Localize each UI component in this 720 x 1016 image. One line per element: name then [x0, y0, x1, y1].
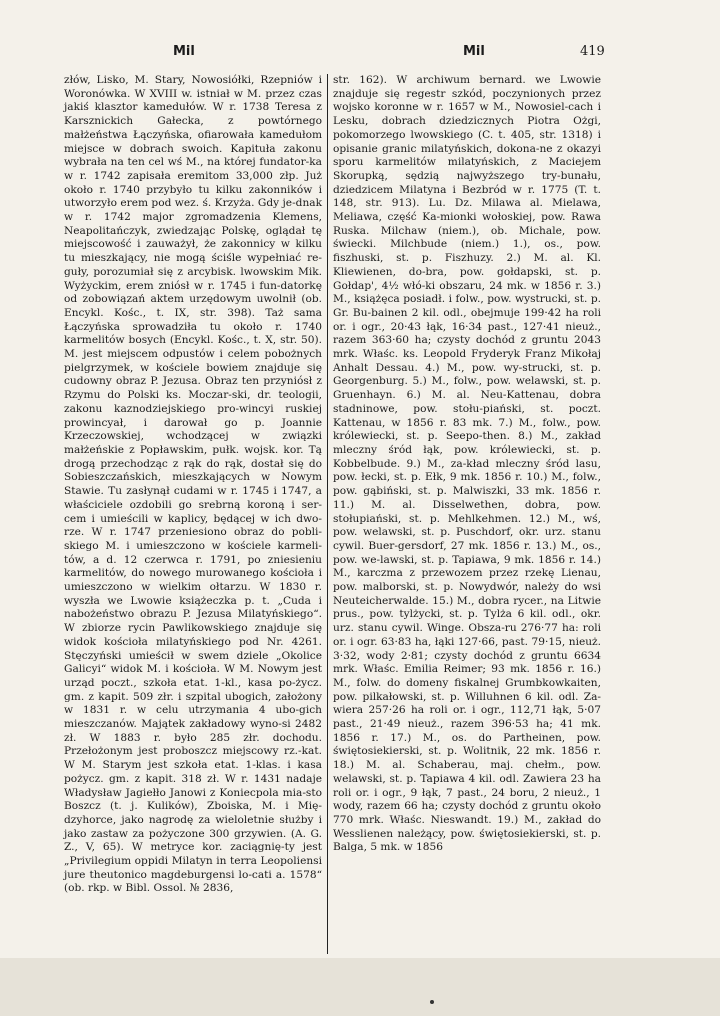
running-head-left: Mil [173, 44, 195, 59]
running-head-right: Mil [463, 44, 485, 59]
page-number: 419 [580, 44, 605, 59]
left-column-text: złów, Lisko, M. Stary, Nowosiółki, Rzepniów i Woronówka. W XVIII w. istniał w M. przez czas jakiś klasztor kamedułów. W r. 1738 Teresa z Karsznickich Gałecka, z powtórnego małżeństwa Łączyńska, ofiarowała kamedułom miejsce w dobrach swoich. Kapituła zakonu wybrała na ten cel wś M., na której fundator-ka w r. 1742 zapisała eremitom 33,000 złp. Już około r. 1740 przybyło tu kilku zakonników i utworzyło erem pod wez. ś. Krzyża. Gdy je-dnak w r. 1742 major zgromadzenia Klemens, Neapolitańczyk, zwiedzając Polskę, oglądał tę miejscowość i zauważył, że zakonnicy w kilku tu mieszkający, nie mogą ściśle wypełniać re-guły, porozumiał się z arcybisk. lwowskim Mik. Wyżyckim, erem zniósł w r. 1745 i fun-datorkę od zobowiązań aktem urzędowym uwolnił (ob. Encykl. Kośc., t. IX, str. 398). Taż sama Łączyńska sprowadziła tu około r. 1740 karmelitów bosych (Encykl. Kośc., t. X, str. 50). M. jest miejscem odpustów i celem pobożnych pielgrzymek, w kościele bowiem znajduje się cudowny obraz P. Jezusa. Obraz ten przyniósł z Rzymu do Polski ks. Moczar-ski, dr. teologii, zakonu kaznodziejskiego pro-wincyi ruskiej prowincyał, i darował go p. Joannie Krzeczowskiej, wchodzącej w związki małżeńskie z Popławskim, pułk. wojsk. kor. Tą drogą przechodząc z rąk do rąk, dostał się do Sobieszczańskich, mieszkających w Nowym Stawie. Tu zasłynął cudami w r. 1745 i 1747, a właściciele ozdobili go srebrną koroną i ser-cem i umieścili w kaplicy, będącej w ich dwo-rze. W r. 1747 przeniesiono obraz do pobli-skiego M. i umieszczono w kościele karmeli-tów, a d. 12 czerwca r. 1791, po zniesieniu karmelitów, do nowego murowanego kościoła i umieszczono w wielkim ołtarzu. W 1830 r. wyszła we Lwowie książeczka p. t. „Cuda i nabożeństwo obrazu P. Jezusa Milatyńskiego“. W zbiorze rycin Pawlikowskiego znajduje się widok kościoła milatyńskiego pod Nr. 4261. Stęczyński umieścił w swem dziele „Okolice Galicyi“ widok M. i kościoła. W M. Nowym jest urząd poczt., szkoła etat. 1-kl., kasa po-życz. gm. z kapit. 509 złr. i szpital ubogich, założony w 1831 r. w celu utrzymania 4 ubo-gich mieszczanów. Majątek zakładowy wyno-si 2482 zł. W 1883 r. było 285 złr. dochodu. Przełożonym jest proboszcz miejscowy rz.-kat. W M. Starym jest szkoła etat. 1-klas. i kasa pożycz. gm. z kapit. 318 zł. W r. 1431 nadaje Władysław Jagiełło Janowi z Koniecpola mia-sto Boszcz (t. j. Kulików), Zboiska, M. i Mię-dzyhorce, jako nagrodę za wieloletnie służby i jako zastaw za pożyczone 300 grzywien. (A. G. Z., V, 65). W metryce kor. zaciągnię-ty jest „Privilegium oppidi Milatyn in terra Leopoliensi jure theutonico magdeburgensi lo-cati a. 1578“ (ob. rkp. w Bibl. Ossol. № 2836, [64, 74, 322, 895]
scan-bottom-margin [0, 958, 720, 1016]
page-header [0, 44, 720, 68]
right-column-text: str. 162). W archiwum bernard. we Lwowie znajduje się regestr szkód, poczynionych przez wojsko koronne w r. 1657 w M., Nowosiel-cach i Lesku, dobrach dziedzicznych Piotra Ożgi, pokomorzego lwowskiego (C. t. 405, str. 1318) i opisanie granic milatyńskich, dokona-ne z okazyi sporu karmelitów milatyńskich, z Maciejem Skorupką, sędzią najwyższego try-bunału, dziedzicem Milatyna i Bezbród w r. 1775 (T. t. 148, str. 913). Lu. Dz. Milawa al. Mielawa, Meliawa, część Ka-mionki wołoskiej, pow. Rawa Ruska. Milchaw (niem.), ob. Michale, pow. świecki. Milchbude (niem.) 1.), os., pow. fiszhuski, st. p. Fiszhuzy. 2.) M. al. Kl. Kliewienen, do-bra, pow. gołdapski, st. p. Gołdap', 4½ włó-ki obszaru, 24 mk. w 1856 r. 3.) M., książęca posiadł. i folw., pow. wystrucki, st. p. Gr. Bu-bainen 2 kil. odl., obejmuje 199·42 ha roli or. i ogr., 20·43 łąk, 16·34 past., 127·41 nieuż., razem 363·60 ha; czysty dochód z gruntu 2043 mrk. Właśc. ks. Leopold Fryderyk Franz Mikołaj Anhalt Dessau. 4.) M., pow. wy-strucki, st. p. Georgenburg. 5.) M., folw., pow. welawski, st. p. Gruenhayn. 6.) M. al. Neu-Kattenau, dobra stadninowe, pow. stołu-piański, st. poczt. Kattenau, w 1856 r. 83 mk. 7.) M., folw., pow. królewiecki, st. p. Seepo-then. 8.) M., zakład mleczny śród łąk, pow. królewiecki, st. p. Kobbelbude. 9.) M., za-kład mleczny śród lasu, pow. łecki, st. p. Ełk, 9 mk. 1856 r. 10.) M., folw., pow. gąbiński, st. p. Malwiszki, 33 mk. 1856 r. 11.) M. al. Disselwethen, dobra, pow. stołupiański, st. p. Mehlkehmen. 12.) M., wś, pow. welawski, st. p. Puschdorf, okr. urz. stanu cywil. Buer-gersdorf, 27 mk. 1856 r. 13.) M., os., pow. we-lawski, st. p. Tapiawa, 9 mk. 1856 r. 14.) M., karczma z przewozem przez rzekę Lienau, pow. malborski, st. p. Nowydwór, należy do wsi Neuteicherwalde. 15.) M., dobra rycer., na Litwie prus., pow. tylżycki, st. p. Tylża 6 kil. odl., okr. urz. stanu cywil. Winge. Obsza-ru 276·77 ha: roli or. i ogr. 63·83 ha, łąki 127·66, past. 79·15, nieuż. 3·32, wody 2·81; czysty dochód z gruntu 6634 mrk. Właśc. Emilia Reimer; 93 mk. 1856 r. 16.) M., folw. do domeny fiskalnej Grumbkowkaiten, pow. pilkałowski, st. p. Willuhnen 6 kil. odl. Za-wiera 257·26 ha roli or. i ogr., 112,71 łąk, 5·07 past., 21·49 nieuż., razem 396·53 ha; 41 mk. 1856 r. 17.) M., os. do Partheinen, pow. świętosiekierski, st. p. Wolitnik, 22 mk. 1856 r. 18.) M. al. Schaberau, maj. chełm., pow. welawski, st. p. Tapiawa 4 kil. odl. Zawiera 23 ha roli or. i ogr., 9 łąk, 7 past., 24 boru, 2 nieuż., 1 wody, razem 66 ha; czysty dochód z gruntu około 770 mrk. Właśc. Nieswandt. 19.) M., zakład do Wesslienen należący, pow. świętosiekierski, st. p. Balga, 5 mk. w 1856 [333, 74, 601, 854]
column-divider [327, 74, 328, 954]
scan-speck [430, 1000, 434, 1004]
